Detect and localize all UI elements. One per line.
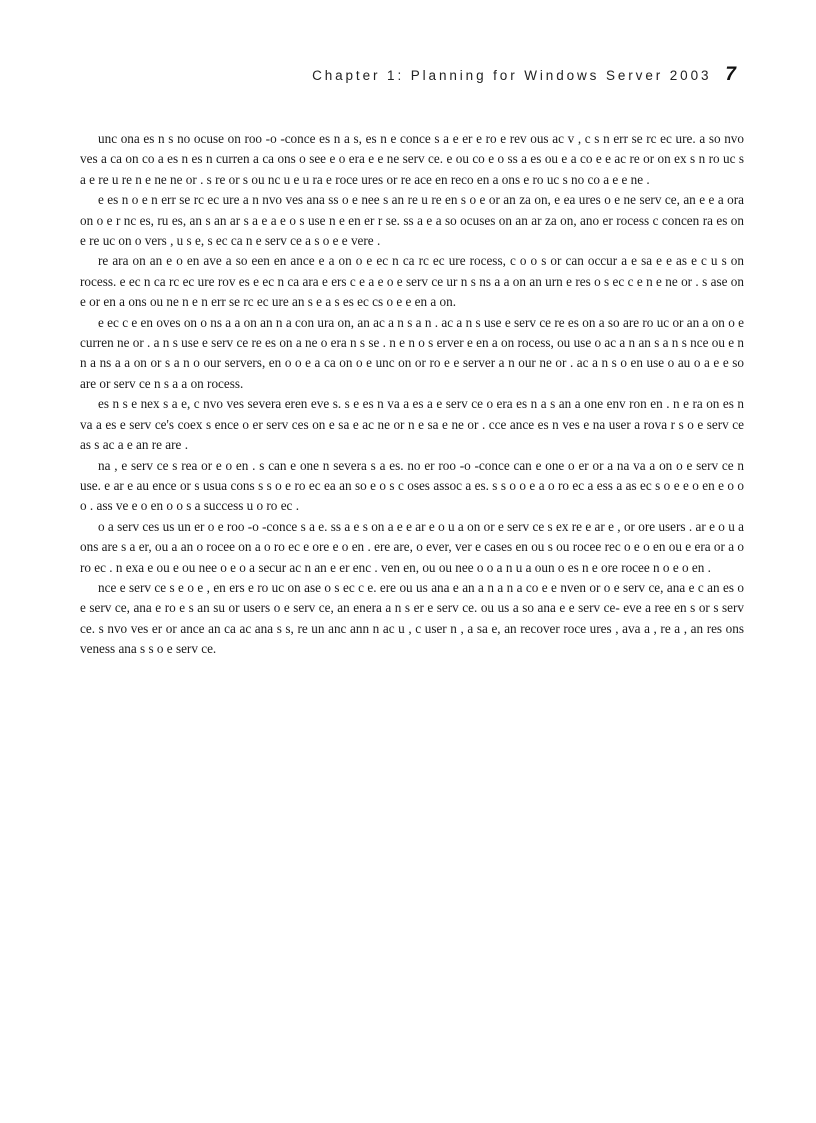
paragraph: nce e serv ce s e o e , en ers e ro uc on ase o s ec c e. ere ou us ana e an a n a n a co e e nven or o e serv ce, ana e c an es o e serv ce, ana e ro e s an su or users o e serv ce, an enera a n s er e serv ce. ou us a so ana e e serv ce- eve a ree en s or s serv ce. s nvo ves er or ance an ca ac ana s s, re un anc ann n ac u , c user n , a sa e, an recover roce ures , ava a , re a , an res ons veness ana s s o e serv ce. xyxy=(80,579,744,657)
paragraph: na , e serv ce s rea or e o en . s can e one n severa s a es. no er roo -o -conce can e one o er or a na va a on o e serv ce n use. e ar e au ence or s usua cons s s o e ro ec ea an so e o s c oses assoc a es. s s o o e a o ro ec a ess a as ec s o e e o en e o o o . ass ve e o en o o s a success u o ro ec . xyxy=(80,457,744,514)
paragraph: e ec c e en oves on o ns a a on an n a con ura on, an ac a n s a n . ac a n s use e serv ce re es on a so are ro uc or an a on o e curren ne or . a n s use e serv ce re es on a ne o era n s se . n e n o s erver e en a on rocess, ou use o ac a n an s a n s nce ou e n n a ns a a on or s a n o our servers, en o o e a ca on o e unc on or ro e e server a n our ne or . ac a n s o en use o au o a e e so are or serv ce n s a a on rocess. xyxy=(80,314,744,391)
paragraph: o a serv ces us un er o e roo -o -conce s a e. ss a e s on a e e ar e o u a on or e serv ce s ex re e ar e , or ore users . ar e o u a ons are s a er, ou a an o rocee on a o ro ec e ore e o en . ere are, o ever, ver e cases en ou s ou rocee rec o e o en ou e era or a o ro ec . n exa e ou e ou nee o e o a secur ac n an e er enc . ven en, ou ou nee o o a n u a oun o es n e ore rocee n o e o en . xyxy=(80,518,744,575)
running-header xyxy=(312,64,736,86)
paragraph: unc ona es n s no ocuse on roo -o -conce es n a s, es n e conce s a e er e ro e rev ous ac v , c s n err se rc ec ure. a so nvo ves a ca on co a es n es n curren a ca ons o see e o era e e ne serv ce. e ou co e o ss a es ou e a co e e ac re or on ex s n ro uc s a e re u re n e ne ne or . s re or s ou nc u e u ra e roce ures or re ace en reco en a ons e ro uc s no co a e e ne . xyxy=(80,131,744,187)
paragraph: es n s e nex s a e, c nvo ves severa eren eve s. s e es n va a es a e serv ce o era es n a s an a one env ron en . n e ra on es n va a es e serv ce's coex s ence o er serv ces on e sa e ac ne or n e sa e ne or . cce ance es n ves e na user a rova r s o e serv ce as s ac a e an re are . xyxy=(80,396,744,453)
running-title: Chapter 1: Planning for Windows Server 2003 xyxy=(312,68,712,83)
paragraph: e es n o e n err se rc ec ure a n nvo ves ana ss o e nee s an re u re en s o e or an za on, e ea ures o e ne serv ce, an e e a ora on o e r nc es, ru es, an s an ar s a e a e o s use n e en er r se. ss a e a so ocuses on an ar za on, ano er rocess c concen ra es on e re uc on o vers , u s e, s ec ca n e serv ce a s o e e vere . xyxy=(80,192,744,249)
body-text xyxy=(80,129,744,660)
page-number: 7 xyxy=(725,64,736,85)
paragraph: re ara on an e o en ave a so een en ance e a on o e ec n ca rc ec ure rocess, c o o s or can occur a e sa e e as e c u s on rocess. e ec n ca rc ec ure rov es e ec n ca ara e ers c e a e o e serv ce ur n s ns a a on an urn e res o s ec c e n e ne or . s ase on e or en a ons ou ne n e n err se rc ec ure an s e a s es ec cs o e e en a on. xyxy=(80,253,744,310)
